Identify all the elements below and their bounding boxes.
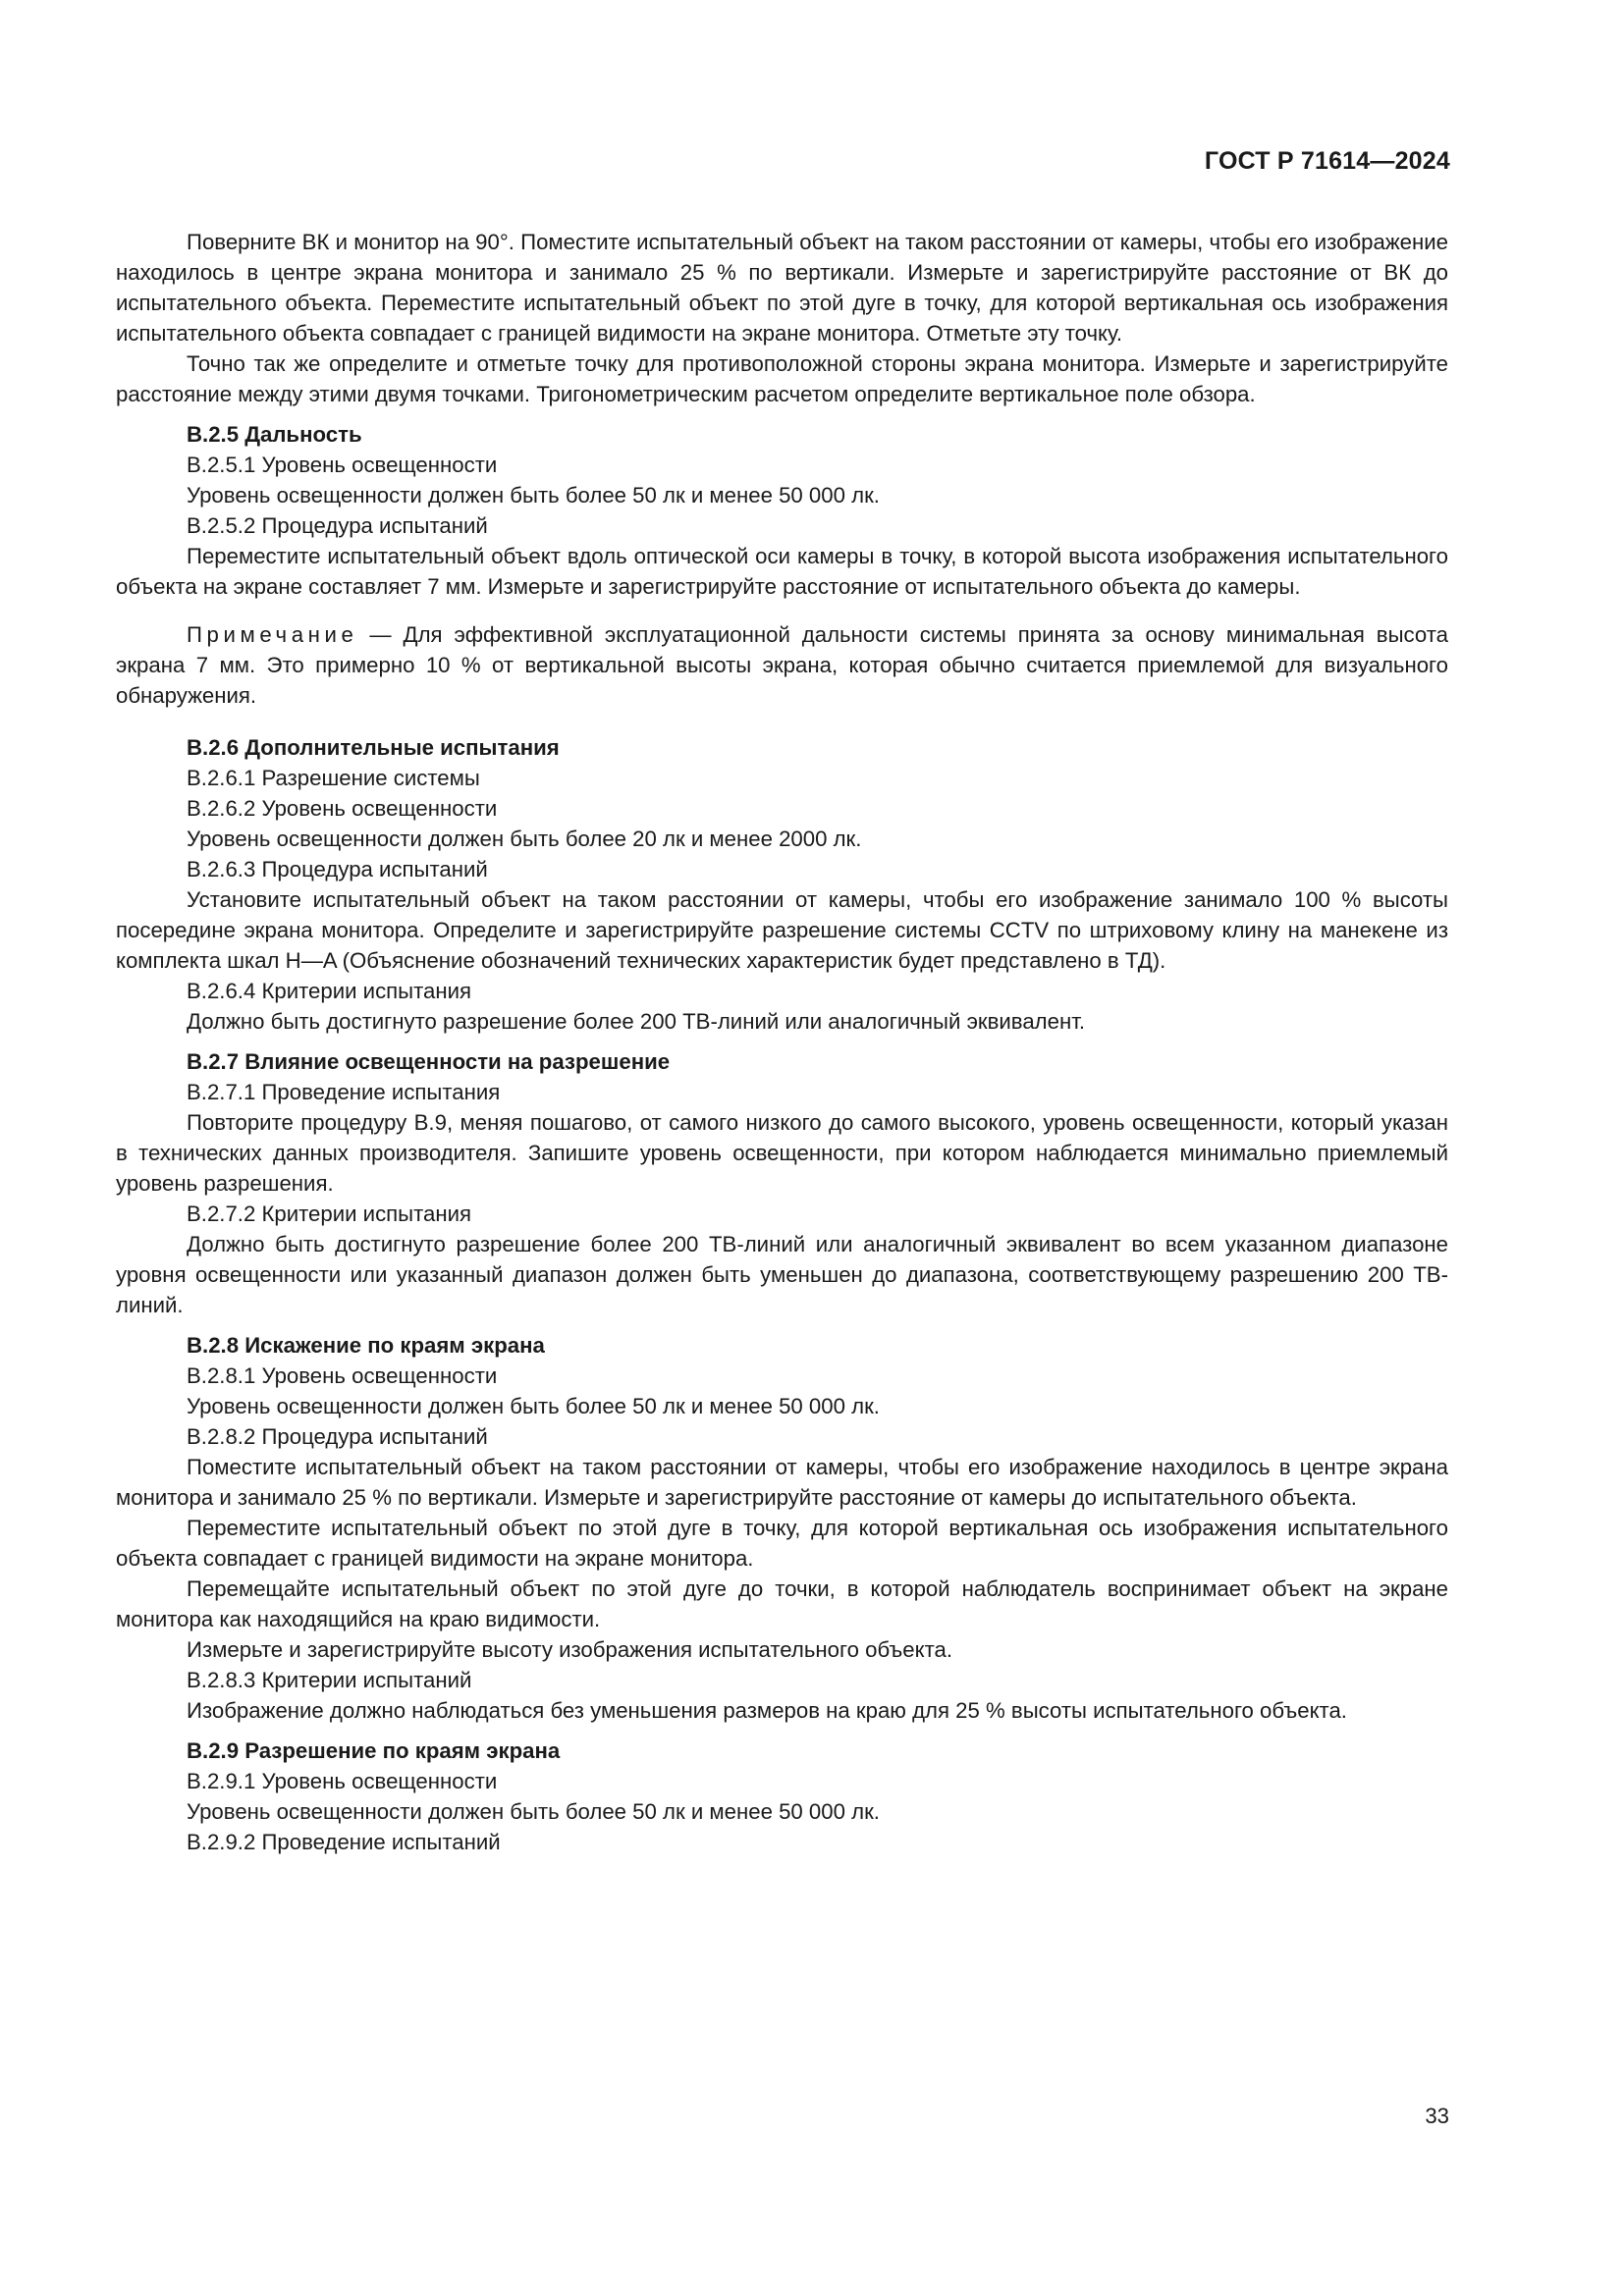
paragraph: Должно быть достигнуто разрешение более 200 ТВ-линий или аналогичный эквивалент.: [187, 1009, 1086, 1034]
section-heading: В.2.6 Дополнительные испытания: [187, 735, 560, 760]
paragraph: Поместите испытательный объект на таком расстоянии от камеры, чтобы его изображение находилось в центре экрана монитора и занимало 25 % по вертикали. Измерьте и зарегистрируйте расстояние от камеры до испытательного объекта.: [116, 1455, 1448, 1510]
subsection-title: В.2.7.1 Проведение испытания: [187, 1080, 501, 1104]
document-header: ГОСТ Р 71614—2024: [1204, 147, 1450, 175]
subsection-title: В.2.9.2 Проведение испытаний: [187, 1830, 501, 1854]
subsection-title: В.2.6.3 Процедура испытаний: [187, 857, 488, 881]
section-heading: В.2.8 Искажение по краям экрана: [187, 1333, 545, 1358]
document-body: [116, 227, 1448, 1857]
subsection-title: В.2.5.1 Уровень освещенности: [187, 453, 498, 477]
paragraph: Перемещайте испытательный объект по этой дуге до точки, в которой наблюдатель воспринимает объект на экране монитора как находящийся на краю видимости.: [116, 1576, 1448, 1631]
paragraph: Установите испытательный объект на таком расстоянии от камеры, чтобы его изображение занимало 100 % высоты посередине экрана монитора. Определите и зарегистрируйте разрешение системы CCTV по штриховому клину на манекене из комплекта шкал H—A (Объяснение обозначений технических характеристик будет представлено в ТД).: [116, 887, 1448, 973]
section-heading: В.2.7 Влияние освещенности на разрешение: [187, 1049, 671, 1074]
paragraph: Должно быть достигнуто разрешение более 200 ТВ-линий или аналогичный эквивалент во всем указанном диапазоне уровня освещенности или указанный диапазон должен быть уменьшен до диапазона, соответствующему разрешению 200 ТВ-линий.: [116, 1232, 1448, 1317]
paragraph: Переместите испытательный объект по этой дуге в точку, для которой вертикальная ось изображения испытательного объекта совпадает с границей видимости на экране монитора.: [116, 1516, 1448, 1571]
paragraph: Уровень освещенности должен быть более 50 лк и менее 50 000 лк.: [187, 483, 880, 507]
subsection-title: В.2.8.3 Критерии испытаний: [187, 1668, 472, 1692]
subsection-title: В.2.6.2 Уровень освещенности: [187, 796, 498, 821]
paragraph: Уровень освещенности должен быть более 20 лк и менее 2000 лк.: [187, 827, 862, 851]
note-paragraph: [116, 619, 1448, 711]
paragraph: Уровень освещенности должен быть более 50 лк и менее 50 000 лк.: [187, 1799, 880, 1824]
subsection-title: В.2.7.2 Критерии испытания: [187, 1201, 472, 1226]
subsection-title: В.2.8.2 Процедура испытаний: [187, 1424, 488, 1449]
subsection-title: В.2.6.1 Разрешение системы: [187, 766, 480, 790]
note-label: Примечание: [187, 622, 358, 647]
subsection-title: В.2.9.1 Уровень освещенности: [187, 1769, 498, 1793]
section-heading: В.2.5 Дальность: [187, 422, 362, 447]
paragraph: Уровень освещенности должен быть более 50 лк и менее 50 000 лк.: [187, 1394, 880, 1418]
paragraph: Измерьте и зарегистрируйте высоту изображения испытательного объекта.: [187, 1637, 952, 1662]
section-heading: В.2.9 Разрешение по краям экрана: [187, 1738, 561, 1763]
paragraph: Переместите испытательный объект вдоль оптической оси камеры в точку, в которой высота изображения испытательного объекта на экране составляет 7 мм. Измерьте и зарегистрируйте расстояние от испытательного объекта до камеры.: [116, 544, 1448, 599]
paragraph: Изображение должно наблюдаться без уменьшения размеров на краю для 25 % высоты испытательного объекта.: [187, 1698, 1347, 1723]
subsection-title: В.2.5.2 Процедура испытаний: [187, 513, 488, 538]
paragraph: Поверните ВК и монитор на 90°. Поместите испытательный объект на таком расстоянии от камеры, чтобы его изображение находилось в центре экрана монитора и занимало 25 % по вертикали. Измерьте и зарегистрируйте расстояние от ВК до испытательного объекта. Переместите испытательный объект по этой дуге в точку, для которой вертикальная ось изображения испытательного объекта совпадает с границей видимости на экране монитора. Отметьте эту точку.: [116, 230, 1448, 346]
paragraph: Точно так же определите и отметьте точку для противоположной стороны экрана монитора. Измерьте и зарегистрируйте расстояние между этими двумя точками. Тригонометрическим расчетом определите вертикальное поле обзора.: [116, 351, 1448, 406]
paragraph: Повторите процедуру В.9, меняя пошагово, от самого низкого до самого высокого, уровень освещенности, который указан в технических данных производителя. Запишите уровень освещенности, при котором наблюдается минимально приемлемый уровень разрешения.: [116, 1110, 1448, 1196]
subsection-title: В.2.8.1 Уровень освещенности: [187, 1363, 498, 1388]
page-number: 33: [1425, 2104, 1449, 2128]
note-text: — Для эффективной эксплуатационной дальности системы принята за основу минимальная высота экрана 7 мм. Это примерно 10 % от вертикальной высоты экрана, которая обычно считается приемлемой для визуального обнаружения.: [116, 622, 1448, 708]
subsection-title: В.2.6.4 Критерии испытания: [187, 979, 472, 1003]
